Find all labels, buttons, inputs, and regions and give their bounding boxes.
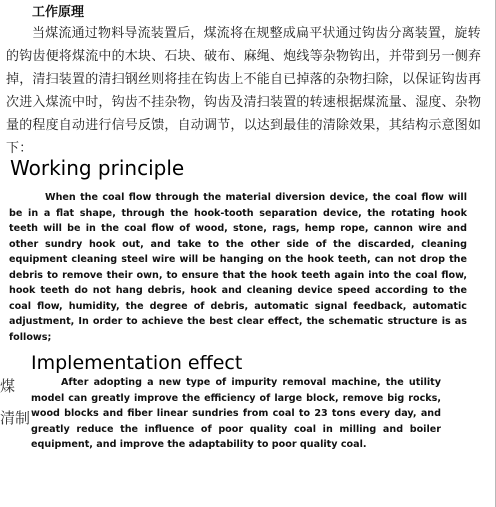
- working-principle-paragraph: When the coal flow through the material diversion device, the coal flow will be in a flat shape, through the hook-tooth separation device, the rotating hook teeth will be in the coal flow of wood, stone, rags, hemp rope, cannon wire and other sundry hook out, and take to the other side of the discarded, cleaning equipment cleaning steel wire will be hanging on the hook teeth, can not drop the debris to remove their own, to ensure that the hook teeth again into the coal flow, hook teeth do not hang debris, hook and cleaning device speed according to the coal flow, humidity, the degree of debris, automatic signal feedback, automatic adjustment, In order to achieve the best clear effect, the schematic structure is as follows;: [9, 192, 467, 343]
- cut-off-side-text: [0, 370, 31, 434]
- chinese-section-heading: 工作原理: [32, 5, 85, 20]
- side-glyph-2: 清制: [0, 409, 31, 427]
- working-principle-heading: Working principle: [10, 156, 185, 180]
- implementation-effect-paragraph: After adopting a new type of impurity removal machine, the utility model can greatly improve the efficiency of large block, remove big rocks, wood blocks and fiber linear sundries from coal to 23 tons every day, and greatly reduce the influence of poor quality coal in milling and boiler equipment, and improve the adaptability to poor quality coal.: [31, 377, 441, 450]
- chinese-section-paragraph: 当煤流通过物料导流装置后，煤流将在规整成扁平状通过钩齿分离装置，旋转的钩齿便将煤流中的木块、石块、破布、麻绳、炮线等杂物钩出，并带到另一侧弃掉，清扫装置的清扫钢丝则将挂在钩齿上不能自已掉落的杂物扫除，以保证钩齿再次进入煤流中时，钩齿不挂杂物，钩齿及清扫装置的转速根据煤流量、湿度、杂物量的程度自动进行信号反馈，自动调节，以达到最佳的清除效果，其结构示意图如下：: [6, 26, 482, 156]
- implementation-effect-heading: Implementation effect: [31, 352, 243, 374]
- side-glyph-1: 煤: [0, 377, 16, 395]
